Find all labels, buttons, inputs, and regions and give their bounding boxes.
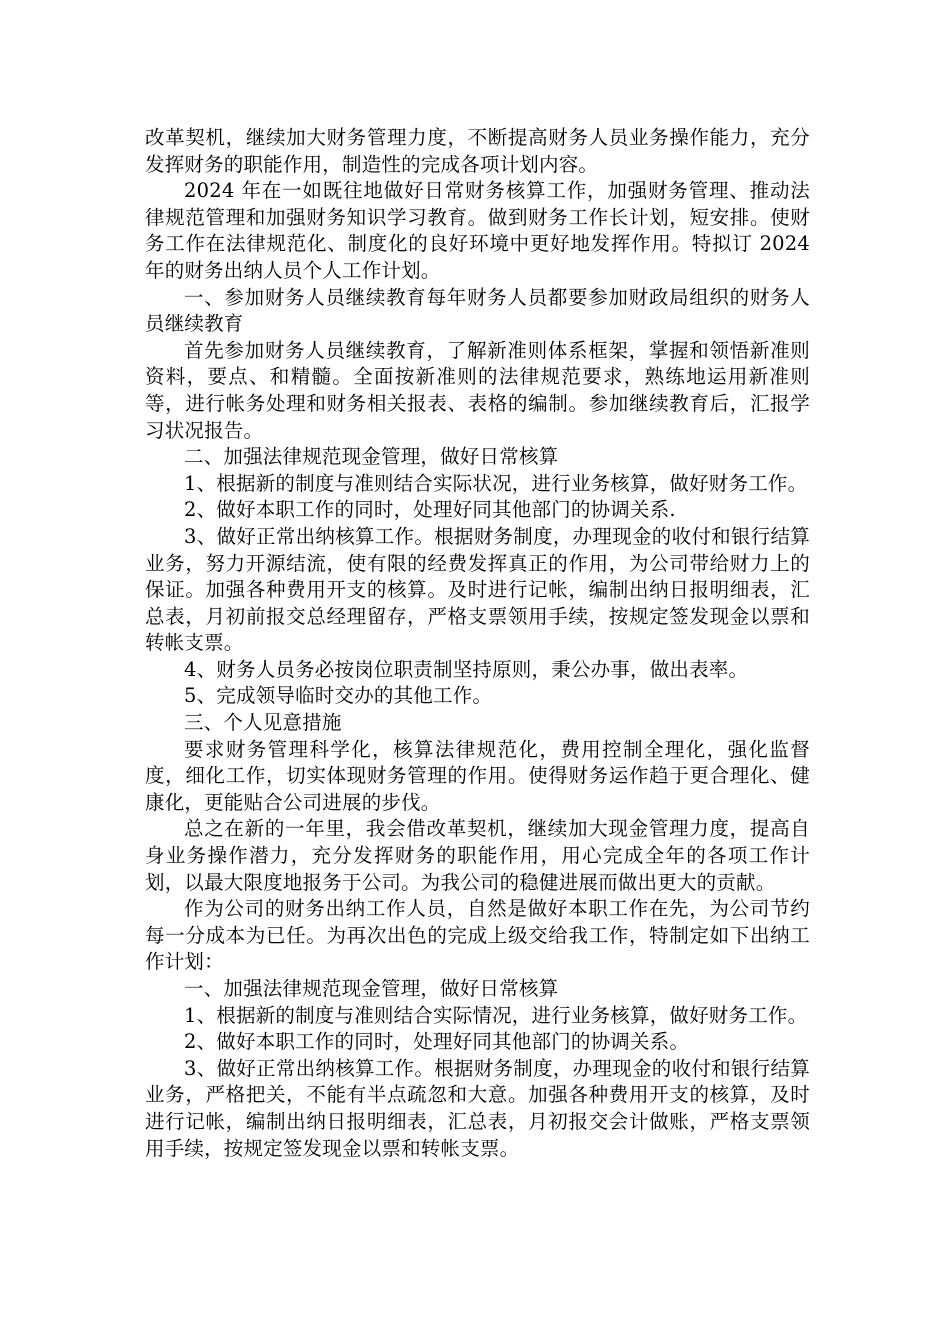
list-item-5: 5、完成领导临时交办的其他工作。 <box>184 684 493 708</box>
paragraph-continuing-education: 首先参加财务人员继续教育，了解新准则体系框架，掌握和领悟新准则资料，要点、和精髓。全面按新准则的法律规范要求，熟练地运用新准则等，进行帐务处理和财务相关报表、表格的编制。参加继续教育后，汇报学习状况报告。 <box>145 338 810 442</box>
list-item-3: 3、做好正常出纳核算工作。根据财务制度，办理现金的收付和银行结算业务，努力开源结流，使有限的经费发挥真正的作用，为公司带给财力上的保证。加强各种费用开支的核算。及时进行记帐，编制出纳日报明细表，汇总表，月初前报交总经理留存，严格支票领用手续，按规定签发现金以票和转帐支票。 <box>145 524 810 655</box>
paragraph-1: 改革契机，继续加大财务管理力度，不断提高财务人员业务操作能力，充分发挥财务的职能作用，制造性的完成各项计划内容。 <box>145 126 810 176</box>
list-item-6: 1、根据新的制度与准则结合实际情况，进行业务核算，做好财务工作。 <box>184 1003 808 1027</box>
section-heading-cash-management-2: 一、加强法律规范现金管理，做好日常核算 <box>184 977 559 1000</box>
paragraph-suggestions: 要求财务管理科学化，核算法律规范化，费用控制全理化，强化监督度，细化工作，切实体现财务管理的作用。使得财务运作趋于更合理化、健康化，更能贴合公司进展的步伐。 <box>145 737 810 814</box>
paragraph-intro-cashier-plan: 作为公司的财务出纳工作人员，自然是做好本职工作在先，为公司节约每一分成本为已任。为再次出色的完成上级交给我工作，特制定如下出纳工作计划： <box>145 897 810 974</box>
paragraph-conclusion: 总之在新的一年里，我会借改革契机，继续加大现金管理力度，提高自身业务操作潜力，充分发挥财务的职能作用，用心完成全年的各项工作计划，以最大限度地报务于公司。为我公司的稳健进展而做出更大的贡献。 <box>145 817 810 894</box>
list-item-8: 3、做好正常出纳核算工作。根据财务制度，办理现金的收付和银行结算业务，严格把关，不能有半点疏忽和大意。加强各种费用开支的核算，及时进行记帐，编制出纳日报明细表，汇总表，月初报交会计做账，严格支票领用手续，按规定签发现金以票和转帐支票。 <box>145 1056 810 1160</box>
document-page <box>145 125 810 1162</box>
list-item-2: 2、做好本职工作的同时，处理好同其他部门的协调关系. <box>184 498 676 522</box>
list-item-4: 4、财务人员务必按岗位职责制坚持原则，秉公办事，做出表率。 <box>184 657 749 681</box>
section-heading-cash-management: 二、加强法律规范现金管理，做好日常核算 <box>184 445 559 469</box>
list-item-7: 2、做好本职工作的同时，处理好同其他部门的协调关系。 <box>184 1030 690 1054</box>
section-heading-continuing-education: 一、参加财务人员继续教育每年财务人员都要参加财政局组织的财务人员继续教育 <box>145 285 810 336</box>
paragraph-2: 2024 年在一如既往地做好日常财务核算工作，加强财务管理、推动法律规范管理和加强财务知识学习教育。做到财务工作长计划，短安排。使财务工作在法律规范化、制度化的良好环境中更好地发挥作用。特拟订 2024 年的财务出纳人员个人工作计划。 <box>145 179 810 282</box>
list-item-1: 1、根据新的制度与准则结合实际状况，进行业务核算，做好财务工作。 <box>184 471 808 495</box>
section-heading-suggestions: 三、个人见意措施 <box>184 711 342 735</box>
